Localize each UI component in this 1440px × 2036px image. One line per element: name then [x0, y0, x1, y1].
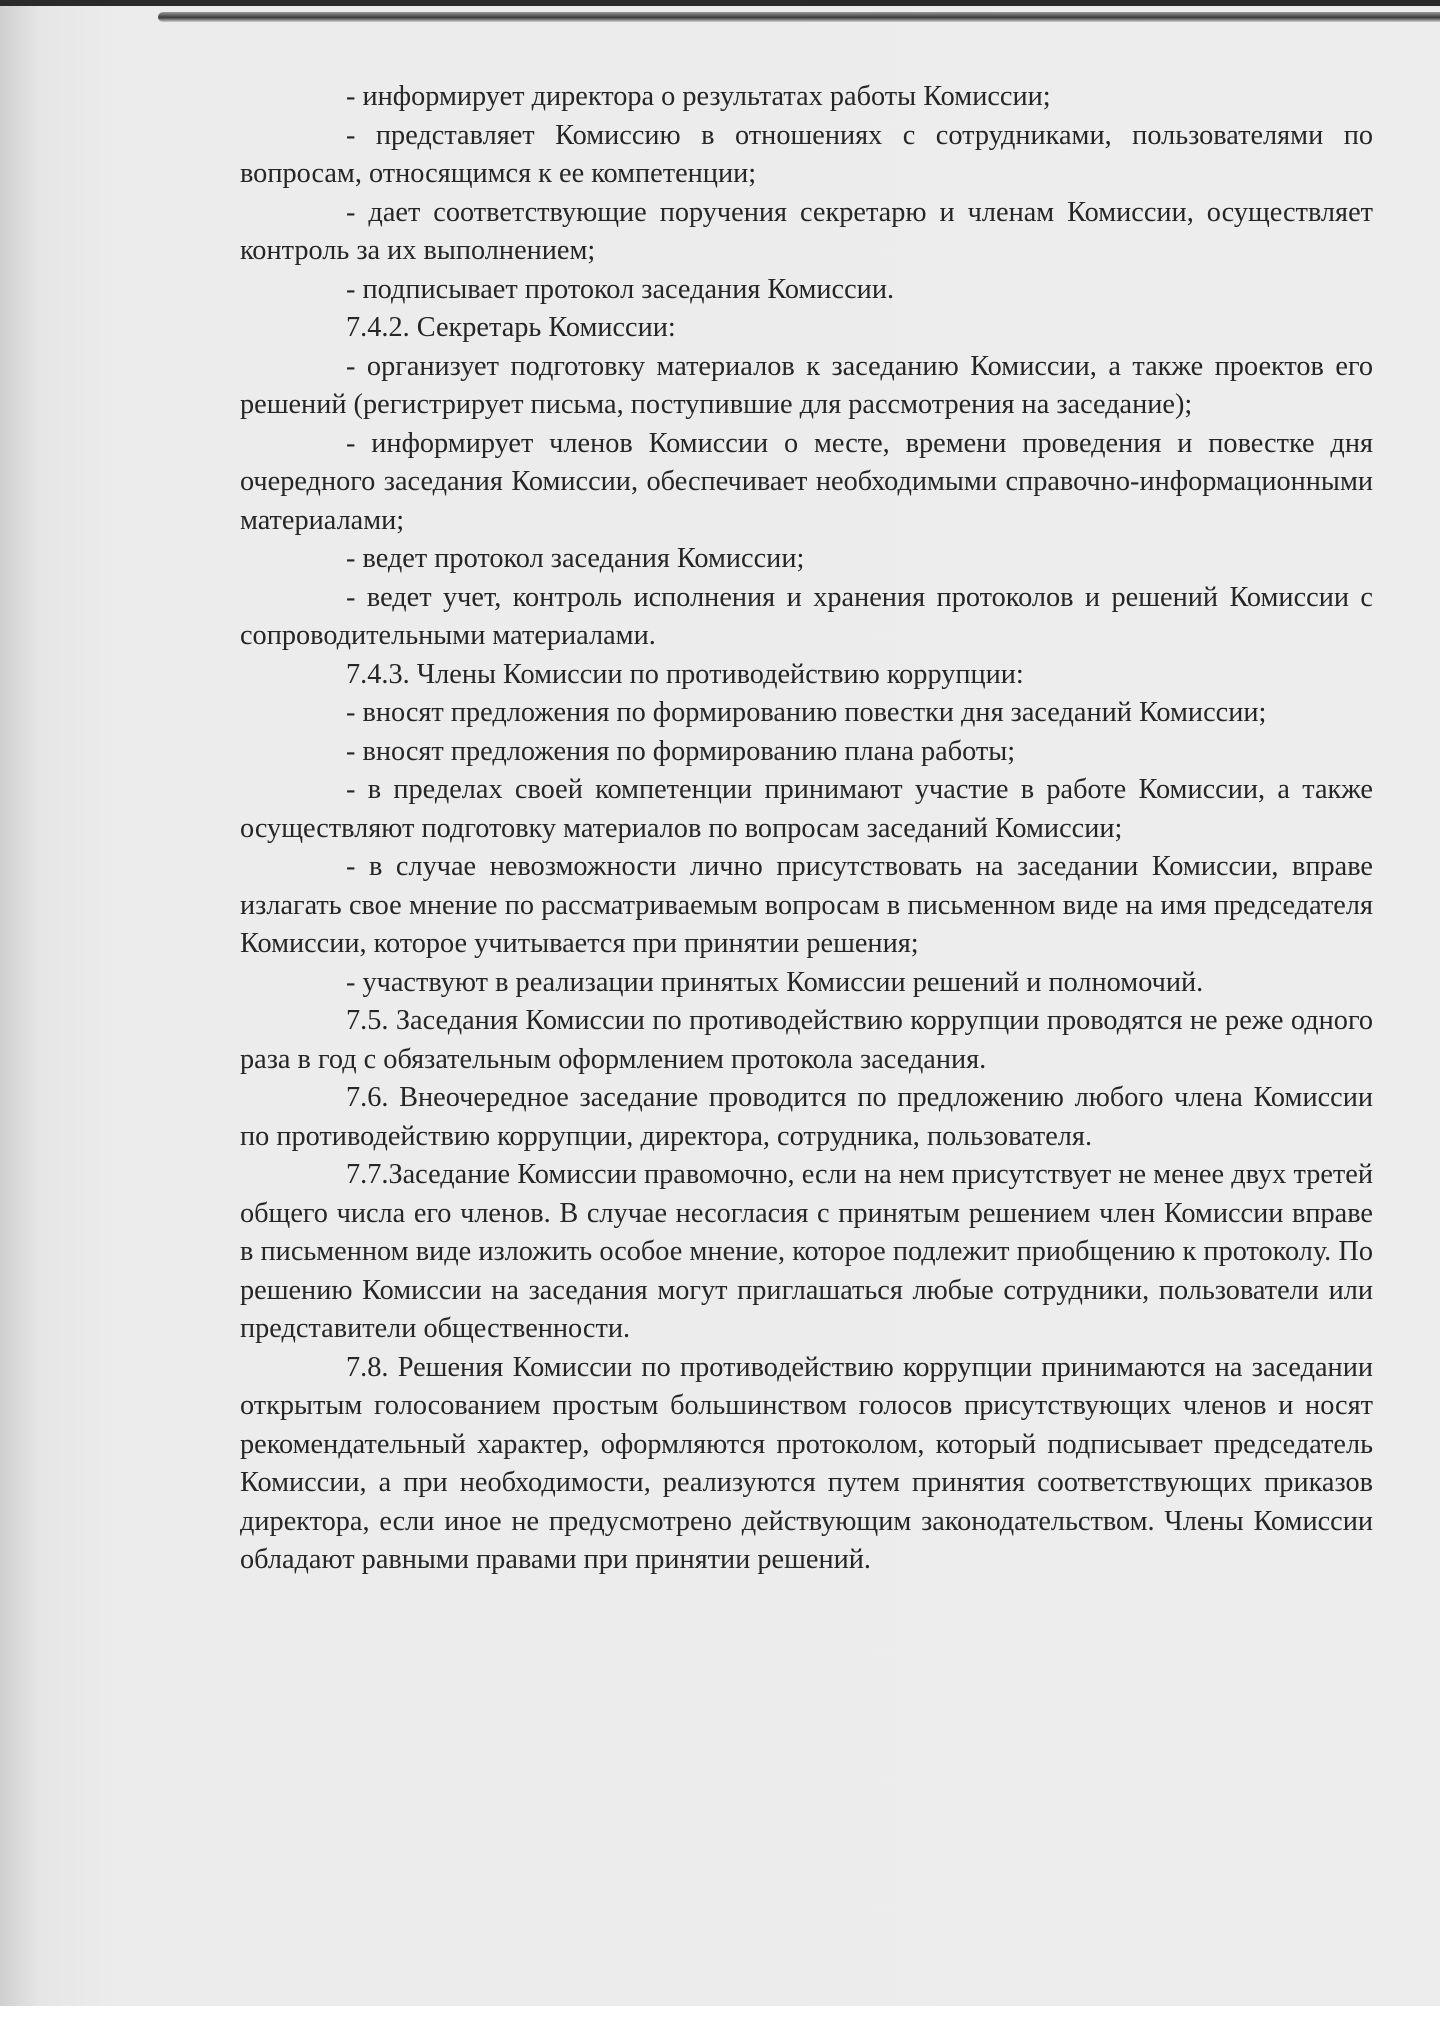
paragraph-secretary-prepares: - организует подготовку материалов к заседанию Комиссии, а также проектов его решений (регистрирует письма, поступившие для рассмотрения на заседание);	[240, 350, 1373, 420]
paragraph-members-written-opinion: - в случае невозможности лично присутствовать на заседании Комиссии, вправе излагать свое мнение по рассматриваемым вопросам в письменном виде на имя председателя Комиссии, которое учитывается при принятии решения;	[240, 851, 1373, 959]
paragraph-chair-signs-protocol: - подписывает протокол заседания Комиссии.	[346, 273, 895, 305]
paragraph-members-plan: - вносят предложения по формированию плана работы;	[346, 735, 1016, 767]
paragraph-members-participate: - в пределах своей компетенции принимают участие в работе Комиссии, а также осуществляют подготовку материалов по вопросам заседаний Комиссии;	[240, 774, 1373, 844]
section-7-5: 7.5. Заседания Комиссии по противодействию коррупции проводятся не реже одного раза в год с обязательным оформлением протокола заседания.	[240, 1005, 1373, 1075]
paragraph-members-agenda: - вносят предложения по формированию повестки дня заседаний Комиссии;	[346, 697, 1267, 728]
paragraph-chair-informs-director: - информирует директора о результатах работы Комиссии;	[346, 81, 1051, 112]
paragraph-chair-represents: - представляет Комиссию в отношениях с сотрудниками, пользователями по вопросам, относящимся к ее компетенции;	[240, 119, 1373, 189]
scanner-top-border	[0, 0, 1440, 6]
paragraph-chair-assigns-tasks: - дает соответствующие поручения секретарю и членам Комиссии, осуществляет контроль за их выполнением;	[240, 196, 1373, 266]
section-heading-7-4-3: 7.4.3. Члены Комиссии по противодействию коррупции:	[346, 658, 1024, 690]
section-7-8: 7.8. Решения Комиссии по противодействию коррупции принимаются на заседании открытым голосованием простым большинством голосов присутствующих членов и носят рекомендательный характер, оформляются протоколом, который подписывает председатель Комиссии, а при необходимости, реализуются путем принятия соответствующих приказов директора, если иное не предусмотрено действующим законодательством. Члены Комиссии обладают равными правами при принятии решений.	[240, 1351, 1373, 1575]
section-heading-7-4-2: 7.4.2. Секретарь Комиссии:	[346, 312, 676, 343]
paragraph-secretary-records: - ведет учет, контроль исполнения и хранения протоколов и решений Комиссии с сопроводительными материалами.	[240, 581, 1373, 651]
paragraph-members-implement: - участвуют в реализации принятых Комиссии решений и полномочий.	[346, 966, 1204, 998]
section-7-7: 7.7.Заседание Комиссии правомочно, если на нем присутствует не менее двух третей общего числа его членов. В случае несогласия с принятым решением член Комиссии вправе в письменном виде изложить особое мнение, которое подлежит приобщению к протоколу. По решению Комиссии на заседания могут приглашаться любые сотрудники, пользователи или представители общественности.	[240, 1159, 1373, 1344]
paragraph-secretary-informs: - информирует членов Комиссии о месте, времени проведения и повестке дня очередного заседания Комиссии, обеспечивает необходимыми справочно-информационными материалами;	[240, 427, 1373, 536]
section-7-6: 7.6. Внеочередное заседание проводится по предложению любого члена Комиссии по противодействию коррупции, директора, сотрудника, пользователя.	[240, 1082, 1373, 1152]
document-body	[240, 78, 1373, 1580]
page-top-edge-shadow	[158, 12, 1440, 22]
paragraph-secretary-keeps-protocol: - ведет протокол заседания Комиссии;	[346, 543, 805, 574]
